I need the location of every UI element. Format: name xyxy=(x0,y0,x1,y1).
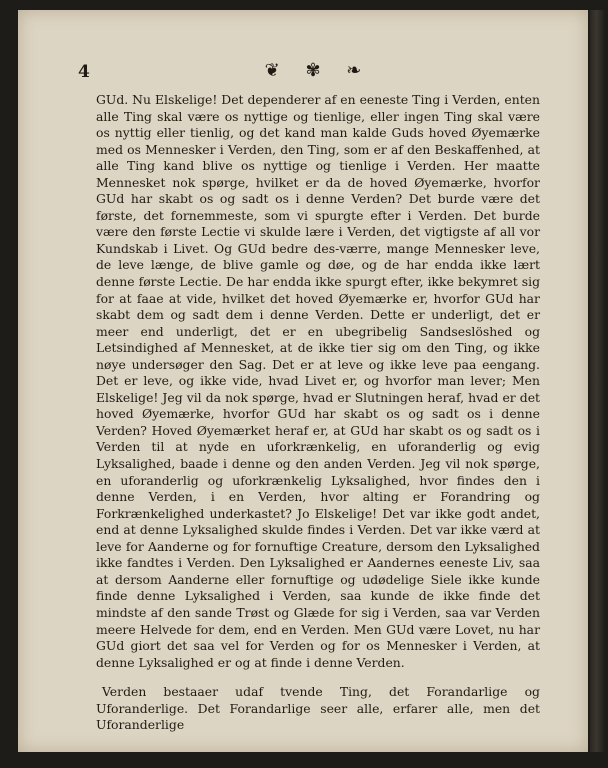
body-text xyxy=(96,92,540,734)
paragraph-2: Verden bestaaer udaf tvende Ting, det Forandarlige og Uforanderlige. Det Forandarlige seer alle, erfarer alle, men det Uforanderlige xyxy=(96,684,540,733)
page-edge-binding xyxy=(590,10,606,752)
page-number: 4 xyxy=(78,62,90,82)
ornament-icon: ❦ ✾ ❧ xyxy=(264,60,372,81)
paragraph-1: GUd. Nu Elskelige! Det dependerer af en eeneste Ting i Verden, enten alle Ting skal være os nyttige og tienlige, eller ingen Ting skal være os nyttig eller tienlig, og det kand man kalde Guds hoved Øyemærke med os Mennesker i Verden, den Ting, som er af den Beskaffenhed, at alle Ting kand blive os nyttige og tienlige i Verden. Her maatte Mennesket nok spørge, hvilket er da de hoved Øyemærke, hvorfor GUd har skabt os og sadt os i denne Verden? Det burde være det første, det fornemmeste, som vi spurgte efter i Verden. Det burde være den første Lectie vi skulde lære i Verden, det vigtigste af all vor Kundskab i Livet. Og GUd bedre des-værre, mange Mennesker leve, de leve længe, de blive gamle og døe, og de har endda ikke lært denne første Lectie. De har endda ikke spurgt efter, ikke bekymret sig for at faae at vide, hvilket det hoved Øyemærke er, hvorfor GUd har skabt dem og sadt dem i denne Verden. Dette er underligt, det er meer end underligt, det er en ubegribelig Sandseslöshed og Letsindighed af Mennesket, at de ikke tier sig om den Ting, og ikke nøye undersøger den Sag. Det er at leve og ikke leve paa eengang. Det er leve, og ikke vide, hvad Livet er, og hvorfor man lever; Men Elskelige! Jeg vil da nok spørge, hvad er Slutningen heraf, hvad er det hoved Øyemærke, hvorfor GUd har skabt os og sadt os i denne Verden? Hoved Øyemærket heraf er, at GUd har skabt os og sadt os i Verden til at nyde en uforkrænkelig, en uforanderlig og evig Lyksalighed, baade i denne og den anden Verden. Jeg vil nok spørge, en uforanderlig og uforkrænkelig Lyksalighed, hvor findes den i denne Verden, i en Verden, hvor alting er Forandring og Forkrænkelighed underkastet? Jo Elskelige! Det var ikke godt andet, end at denne Lyksalighed skulde findes i Verden. Det var ikke værd at leve for Aanderne og for fornuftige Creature, dersom den Lyksalighed ikke fandtes i Verden. Den Lyksalighed er Aandernes eeneste Liv, saa at dersom Aanderne eller fornuftige og udødelige Siele ikke kunde finde denne Lyksalighed i Verden, saa kunde de ikke finde det mindste af den sande Trøst og Glæde for sig i Verden, saa var Verden meere Helvede for dem, end en Verden. Men GUd være Lovet, nu har GUd giort det saa vel for Verden og for os Mennesker i Verden, at denne Lyksalighed er og at finde i denne Verden. xyxy=(96,92,540,670)
